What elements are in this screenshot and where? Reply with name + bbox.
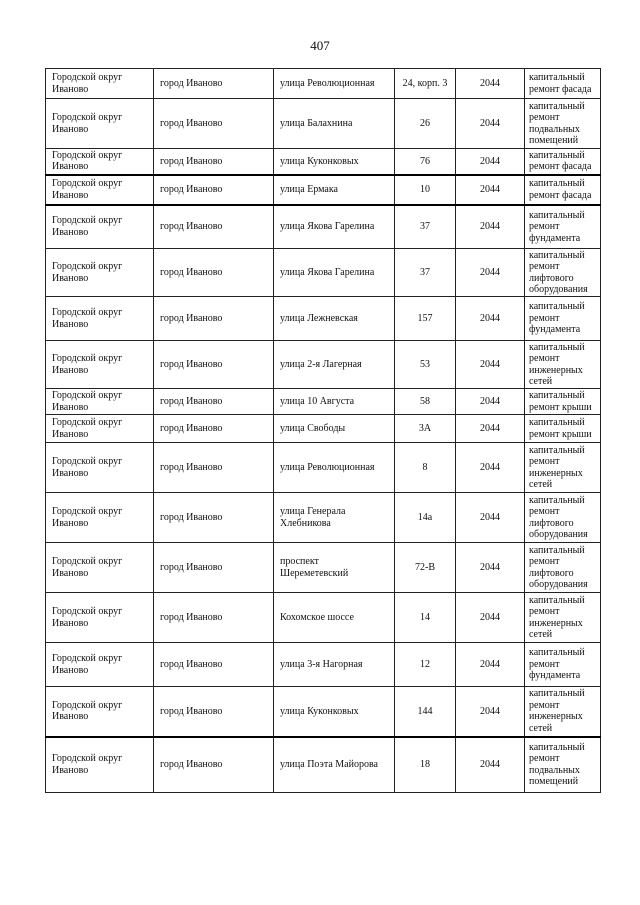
- district-cell: Городской округ Иваново: [46, 687, 154, 737]
- district-cell: Городской округ Иваново: [46, 389, 154, 415]
- district-cell: Городской округ Иваново: [46, 493, 154, 543]
- work-type-cell: капитальный ремонт фасада: [525, 69, 601, 99]
- house-number-cell: 18: [395, 737, 456, 793]
- work-type-cell: капитальный ремонт лифтового оборудования: [525, 249, 601, 297]
- district-cell: Городской округ Иваново: [46, 643, 154, 687]
- city-cell: город Иваново: [154, 69, 274, 99]
- street-cell: улица Ермака: [274, 175, 395, 205]
- district-cell: Городской округ Иваново: [46, 249, 154, 297]
- street-cell: Кохомское шоссе: [274, 593, 395, 643]
- house-number-cell: 8: [395, 443, 456, 493]
- year-cell: 2044: [456, 593, 525, 643]
- work-type-cell: капитальный ремонт лифтового оборудования: [525, 543, 601, 593]
- table-row: [46, 69, 601, 99]
- city-cell: город Иваново: [154, 543, 274, 593]
- city-cell: город Иваново: [154, 341, 274, 389]
- city-cell: город Иваново: [154, 389, 274, 415]
- year-cell: 2044: [456, 389, 525, 415]
- year-cell: 2044: [456, 341, 525, 389]
- district-cell: Городской округ Иваново: [46, 69, 154, 99]
- house-number-cell: 76: [395, 149, 456, 175]
- work-type-cell: капитальный ремонт крыши: [525, 415, 601, 443]
- street-cell: улица 2-я Лагерная: [274, 341, 395, 389]
- city-cell: город Иваново: [154, 737, 274, 793]
- year-cell: 2044: [456, 415, 525, 443]
- work-type-cell: капитальный ремонт фундамента: [525, 643, 601, 687]
- street-cell: улица Лежневская: [274, 297, 395, 341]
- table-row: [46, 149, 601, 175]
- city-cell: город Иваново: [154, 249, 274, 297]
- district-cell: Городской округ Иваново: [46, 737, 154, 793]
- table-row: [46, 99, 601, 149]
- street-cell: улица Революционная: [274, 443, 395, 493]
- work-type-cell: капитальный ремонт фасада: [525, 149, 601, 175]
- table-row: [46, 737, 601, 793]
- house-number-cell: 37: [395, 249, 456, 297]
- year-cell: 2044: [456, 493, 525, 543]
- house-number-cell: 12: [395, 643, 456, 687]
- city-cell: город Иваново: [154, 99, 274, 149]
- table-row: [46, 687, 601, 737]
- year-cell: 2044: [456, 99, 525, 149]
- house-number-cell: 58: [395, 389, 456, 415]
- house-number-cell: 14а: [395, 493, 456, 543]
- street-cell: улица Якова Гарелина: [274, 205, 395, 249]
- city-cell: город Иваново: [154, 175, 274, 205]
- city-cell: город Иваново: [154, 415, 274, 443]
- house-number-cell: 10: [395, 175, 456, 205]
- year-cell: 2044: [456, 643, 525, 687]
- year-cell: 2044: [456, 687, 525, 737]
- city-cell: город Иваново: [154, 687, 274, 737]
- year-cell: 2044: [456, 443, 525, 493]
- work-type-cell: капитальный ремонт инженерных сетей: [525, 687, 601, 737]
- street-cell: улица 10 Августа: [274, 389, 395, 415]
- street-cell: улица 3-я Нагорная: [274, 643, 395, 687]
- street-cell: улица Революционная: [274, 69, 395, 99]
- city-cell: город Иваново: [154, 149, 274, 175]
- work-type-cell: капитальный ремонт подвальных помещений: [525, 737, 601, 793]
- district-cell: Городской округ Иваново: [46, 593, 154, 643]
- street-cell: проспект Шереметевский: [274, 543, 395, 593]
- district-cell: Городской округ Иваново: [46, 341, 154, 389]
- district-cell: Городской округ Иваново: [46, 415, 154, 443]
- table-row: [46, 443, 601, 493]
- table-row: [46, 341, 601, 389]
- city-cell: город Иваново: [154, 593, 274, 643]
- table-row: [46, 205, 601, 249]
- city-cell: город Иваново: [154, 443, 274, 493]
- street-cell: улица Балахнина: [274, 99, 395, 149]
- district-cell: Городской округ Иваново: [46, 175, 154, 205]
- work-type-cell: капитальный ремонт крыши: [525, 389, 601, 415]
- city-cell: город Иваново: [154, 493, 274, 543]
- street-cell: улица Якова Гарелина: [274, 249, 395, 297]
- street-cell: улица Поэта Майорова: [274, 737, 395, 793]
- table-row: [46, 415, 601, 443]
- district-cell: Городской округ Иваново: [46, 443, 154, 493]
- work-type-cell: капитальный ремонт инженерных сетей: [525, 443, 601, 493]
- year-cell: 2044: [456, 543, 525, 593]
- house-number-cell: 53: [395, 341, 456, 389]
- house-number-cell: 3А: [395, 415, 456, 443]
- city-cell: город Иваново: [154, 205, 274, 249]
- year-cell: 2044: [456, 737, 525, 793]
- work-type-cell: капитальный ремонт инженерных сетей: [525, 341, 601, 389]
- table-row: [46, 297, 601, 341]
- table-row: [46, 543, 601, 593]
- work-type-cell: капитальный ремонт подвальных помещений: [525, 99, 601, 149]
- district-cell: Городской округ Иваново: [46, 205, 154, 249]
- street-cell: улица Свободы: [274, 415, 395, 443]
- work-type-cell: капитальный ремонт инженерных сетей: [525, 593, 601, 643]
- house-number-cell: 144: [395, 687, 456, 737]
- year-cell: 2044: [456, 205, 525, 249]
- street-cell: улица Куконковых: [274, 687, 395, 737]
- year-cell: 2044: [456, 249, 525, 297]
- house-number-cell: 24, корп. 3: [395, 69, 456, 99]
- house-number-cell: 72-В: [395, 543, 456, 593]
- table-row: [46, 389, 601, 415]
- house-number-cell: 157: [395, 297, 456, 341]
- work-type-cell: капитальный ремонт лифтового оборудования: [525, 493, 601, 543]
- district-cell: Городской округ Иваново: [46, 543, 154, 593]
- city-cell: город Иваново: [154, 297, 274, 341]
- house-number-cell: 14: [395, 593, 456, 643]
- city-cell: город Иваново: [154, 643, 274, 687]
- table-body: [46, 69, 601, 793]
- house-number-cell: 37: [395, 205, 456, 249]
- work-type-cell: капитальный ремонт фундамента: [525, 205, 601, 249]
- year-cell: 2044: [456, 297, 525, 341]
- district-cell: Городской округ Иваново: [46, 99, 154, 149]
- district-cell: Городской округ Иваново: [46, 149, 154, 175]
- house-number-cell: 26: [395, 99, 456, 149]
- year-cell: 2044: [456, 175, 525, 205]
- page-number: 407: [310, 38, 330, 53]
- work-type-cell: капитальный ремонт фасада: [525, 175, 601, 205]
- district-cell: Городской округ Иваново: [46, 297, 154, 341]
- street-cell: улица Куконковых: [274, 149, 395, 175]
- table-row: [46, 643, 601, 687]
- table-row: [46, 493, 601, 543]
- year-cell: 2044: [456, 69, 525, 99]
- year-cell: 2044: [456, 149, 525, 175]
- street-cell: улица Генерала Хлебникова: [274, 493, 395, 543]
- registry-table: [45, 68, 601, 793]
- table-row: [46, 593, 601, 643]
- table-row: [46, 175, 601, 205]
- work-type-cell: капитальный ремонт фундамента: [525, 297, 601, 341]
- table-row: [46, 249, 601, 297]
